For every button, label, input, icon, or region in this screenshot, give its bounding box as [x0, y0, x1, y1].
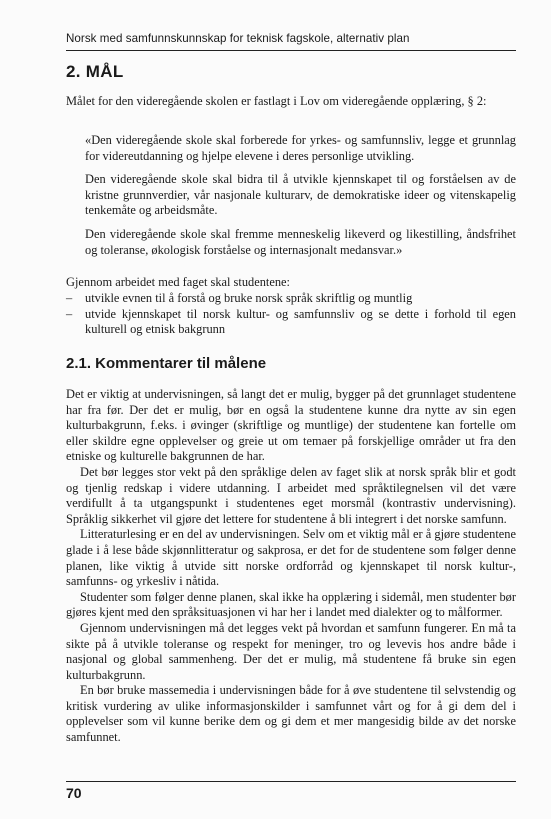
- goals-intro-text: Gjennom arbeidet med faget skal studentene:: [66, 275, 290, 289]
- intro-paragraph: [66, 94, 516, 110]
- comment-paragraph: Litteraturlesing er en del av undervisningen. Selv om et viktig mål er å gjøre studentene glade i å lese både skjønnlitteratur og sakprosa, er det for de studentene som følger denne planen, like viktig å utvide sitt norske ordforråd og kjennskapet til norsk kultur-, samfunns- og yrkesliv i nåtida.: [66, 527, 516, 589]
- goal-text: utvide kjennskapet til norsk kultur- og samfunnsliv og se dette i forhold til egen kulturell og etnisk bakgrunn: [85, 306, 516, 337]
- comment-paragraph: En bør bruke massemedia i undervisningen både for å øve studentene til selvstendig og kritisk vurdering av ulike informasjonskilder i samfunnet vårt og for å gi dem del i opplevelser som vil kunne berike dem og gi dem et mer mangesidig bilde av det norske samfunnet.: [66, 683, 516, 745]
- intro-text: Målet for den videregående skolen er fastlagt i Lov om videregående opplæring, § 2:: [66, 94, 487, 108]
- comment-paragraph: Gjennom undervisningen må det legges vekt på hvordan et samfunn fungerer. En må ta sikte på å utvikle toleranse og respekt for meninger, tro og levevis hos andre både i nasjonal og global sammenheng. Der det er mulig, må studentene få bruke sin egen kulturbakgrunn.: [66, 620, 516, 682]
- subsection-heading: 2.1. Kommentarer til målene: [66, 355, 267, 372]
- comments-body: [66, 387, 516, 746]
- quote-paragraph: «Den videregående skole skal forberede for yrkes- og samfunnsliv, legge et grunnlag for videreutdanning og hjelpe elevene i deres personlige utvikling.: [85, 133, 516, 163]
- list-item: [66, 291, 516, 307]
- law-quote-1: [85, 133, 516, 164]
- comment-paragraph: Studenter som følger denne planen, skal ikke ha opplæring i sidemål, men studenter bør gjøres kjent med den språksituasjonen vi har her i landet med dialekter og to målformer.: [66, 589, 516, 620]
- law-quote-3: [85, 227, 516, 258]
- quote-paragraph: Den videregående skole skal fremme menneskelig likeverd og likestilling, åndsfrihet og toleranse, økologisk forståelse og internasjonalt medansvar.»: [85, 227, 516, 257]
- running-head: Norsk med samfunnskunnskap for teknisk fagskole, alternativ plan: [66, 32, 410, 45]
- goals-list: [66, 291, 516, 338]
- list-item: [66, 307, 516, 338]
- dash-bullet: –: [66, 306, 73, 321]
- goal-text: utvikle evnen til å forstå og bruke norsk språk skriftlig og muntlig: [85, 291, 413, 305]
- comment-paragraph: Det bør legges stor vekt på den språklige delen av faget slik at norsk språk blir et godt og tjenlig redskap i videre utdanning. I arbeidet med språktilegnelsen vil det være verdifullt å ta utgangspunkt i studentenes eget morsmål (kontrastiv undervisning). Språklig sikkerhet vil gjøre det lettere for studentene å bli integrert i det norske samfunn.: [66, 464, 516, 526]
- dash-bullet: –: [66, 291, 73, 305]
- comment-paragraph: Det er viktig at undervisningen, så langt det er mulig, bygger på det grunnlaget studentene har fra før. Der det er mulig, bør en også la studentene kunne dra nytte av sin egen kulturbakgrunn, f.eks. i øvinger (skriftlige og muntlige) der studentene kan fortelle om eller skildre egne opplevelser og greie ut om temaer på forskjellige områder ut fra den etniske og kulturelle bakgrunnen de har.: [66, 387, 516, 464]
- footer-rule: [66, 781, 516, 782]
- goals-intro: [66, 275, 516, 291]
- header-rule: [66, 50, 516, 51]
- law-quote-2: [85, 172, 516, 219]
- page-number: 70: [66, 785, 82, 801]
- quote-paragraph: Den videregående skole skal bidra til å utvikle kjennskapet til og forståelsen av de kristne grunnverdier, vår nasjonale kulturarv, de demokratiske ideer og vitenskapelig tenkemåte og arbeidsmåte.: [85, 172, 516, 218]
- section-heading: 2. MÅL: [66, 62, 124, 81]
